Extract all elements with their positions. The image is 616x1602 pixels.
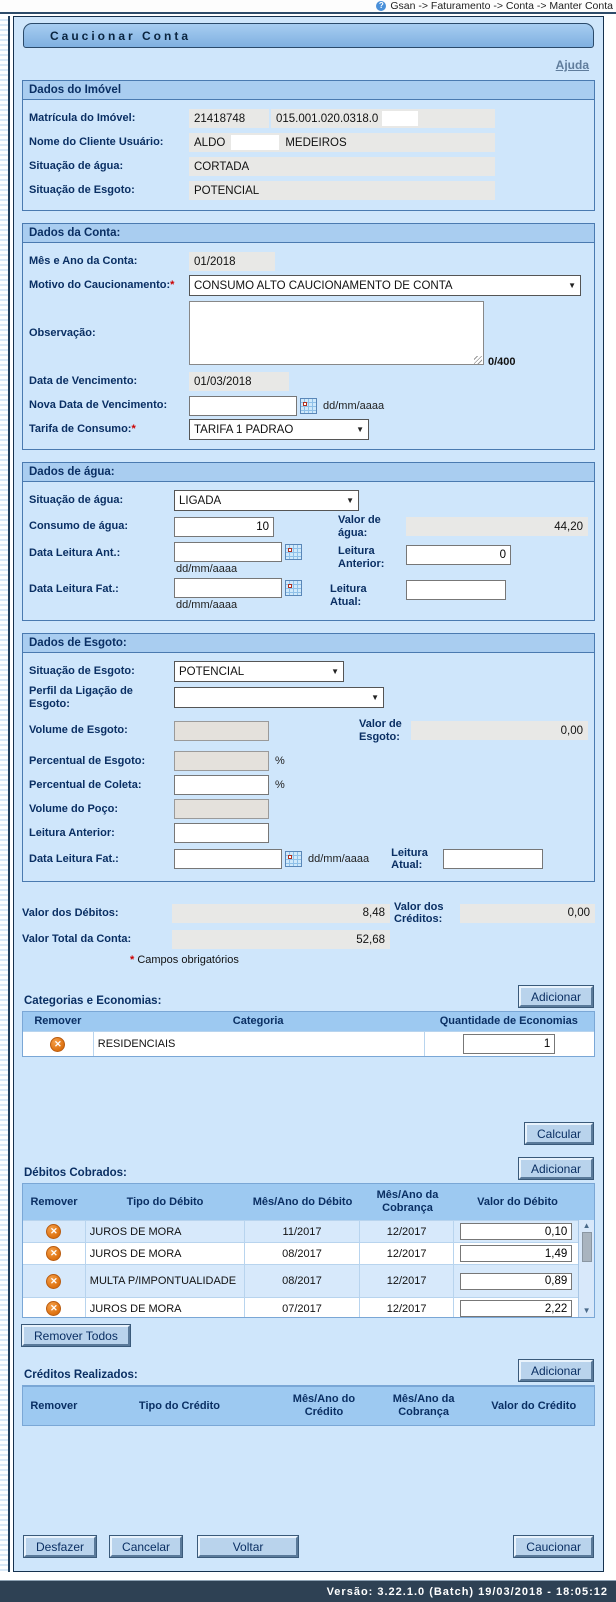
date-format-hint: dd/mm/aaaa [308, 853, 370, 866]
valor-debito-input[interactable] [460, 1300, 572, 1317]
leitura-atual-esgoto-label: Leitura Atual: [391, 846, 428, 872]
data-vencimento-label: Data de Vencimento: [29, 375, 138, 388]
remove-icon[interactable]: ✕ [46, 1301, 61, 1316]
valor-agua-value: 44,20 [406, 517, 588, 536]
nome-cliente-label: Nome do Cliente Usuário: [29, 136, 164, 149]
adicionar-credito-button[interactable]: Adicionar [519, 1360, 593, 1381]
desfazer-button[interactable]: Desfazer [24, 1536, 96, 1557]
data-leitura-fat-agua-input[interactable] [174, 578, 282, 598]
page-title: Caucionar Conta [23, 23, 594, 48]
observacao-counter: 0/400 [488, 356, 516, 368]
chevron-down-icon: ▼ [356, 425, 364, 434]
valor-agua-label: Valor de água: [338, 514, 381, 539]
adicionar-debito-button[interactable]: Adicionar [519, 1158, 593, 1179]
leitura-anterior-agua-input[interactable] [406, 545, 511, 565]
volume-esgoto-input [174, 721, 269, 741]
observacao-label: Observação: [29, 327, 96, 339]
debitos-header-tipo: Tipo do Débito [126, 1195, 204, 1208]
percentual-esgoto-input [174, 751, 269, 771]
table-row: ✕ JUROS DE MORA 08/2017 12/2017 1,49 [23, 1242, 578, 1264]
creditos-header-valor: Valor do Crédito [491, 1399, 577, 1412]
categoria-cell: RESIDENCIAIS [93, 1032, 424, 1056]
percent-suffix: % [275, 779, 285, 792]
section-title-esgoto: Dados de Esgoto: [23, 634, 594, 653]
calendar-icon[interactable] [285, 544, 302, 560]
calendar-icon[interactable] [285, 580, 302, 596]
situacao-esgoto-select-label: Situação de Esgoto: [29, 665, 135, 678]
categorias-header-remover: Remover [34, 1015, 82, 1028]
valor-debitos-value: 8,48 [172, 904, 390, 923]
valor-debito-input[interactable] [460, 1273, 572, 1290]
debitos-header-mes-cobranca: Mês/Ano da Cobrança [376, 1189, 439, 1215]
breadcrumb[interactable]: Gsan -> Faturamento -> Conta -> Manter Conta [390, 0, 613, 12]
remove-icon[interactable]: ✕ [46, 1224, 61, 1239]
voltar-button[interactable]: Voltar [198, 1536, 298, 1557]
section-title-conta: Dados da Conta: [23, 224, 594, 243]
leitura-anterior-agua-label: Leitura Anterior: [338, 545, 385, 570]
percent-suffix: % [275, 755, 285, 768]
table-row: ✕ MULTA P/IMPONTUALIDADE 08/2017 12/2017 0,89 [23, 1264, 578, 1297]
consumo-agua-label: Consumo de água: [29, 520, 129, 533]
table-row [23, 1031, 594, 1056]
breadcrumb-bar [0, 0, 616, 14]
valor-debito-input[interactable] [460, 1223, 572, 1240]
debitos-scrollbar[interactable] [578, 1220, 594, 1317]
situacao-esgoto-select[interactable]: POTENCIAL ▼ [174, 661, 344, 682]
debitos-header-mes-debito: Mês/Ano do Débito [252, 1195, 353, 1208]
data-leitura-fat-esgoto-label: Data Leitura Fat.: [29, 852, 119, 865]
redaction-box [231, 135, 279, 150]
mes-ano-conta-label: Mês e Ano da Conta: [29, 255, 138, 268]
inscricao-value: 015.001.020.0318.0 [271, 109, 495, 128]
valor-creditos-value: 0,00 [460, 904, 595, 923]
section-title-agua: Dados de água: [23, 463, 594, 482]
debitos-table [22, 1183, 595, 1318]
breadcrumb-help-icon[interactable]: ? [376, 1, 386, 11]
categorias-label: Categorias e Economias: [24, 995, 162, 1008]
table-row: ✕ JUROS DE MORA 07/2017 12/2017 2,22 [23, 1297, 578, 1317]
remove-icon[interactable]: ✕ [50, 1037, 65, 1052]
mes-ano-conta-value: 01/2018 [189, 252, 275, 271]
footer-bar [0, 1580, 616, 1602]
leitura-anterior-esgoto-input[interactable] [174, 823, 269, 843]
resize-handle-icon[interactable] [474, 356, 482, 364]
section-dados-agua [22, 462, 595, 621]
data-leitura-fat-esgoto-input[interactable] [174, 849, 282, 869]
main-form [13, 16, 604, 1572]
remove-icon[interactable]: ✕ [46, 1246, 61, 1261]
situacao-agua-select-label: Situação de água: [29, 494, 124, 507]
adicionar-categoria-button[interactable]: Adicionar [519, 986, 593, 1007]
calendar-icon[interactable] [300, 398, 317, 414]
categorias-header-quantidade: Quantidade de Economias [439, 1015, 578, 1028]
section-title-imovel: Dados do Imóvel [23, 81, 594, 100]
data-leitura-ant-label: Data Leitura Ant.: [29, 547, 121, 560]
valor-debitos-label: Valor dos Débitos: [22, 907, 119, 920]
percentual-coleta-label: Percentual de Coleta: [29, 778, 142, 791]
valor-total-value: 52,68 [172, 930, 390, 949]
categorias-header-categoria: Categoria [232, 1015, 284, 1028]
debitos-rows-scroll-area [23, 1220, 578, 1317]
date-format-hint: dd/mm/aaaa [176, 599, 238, 612]
chevron-down-icon: ▼ [346, 496, 354, 505]
matricula-value: 21418748 [189, 109, 269, 128]
percentual-coleta-input[interactable] [174, 775, 269, 795]
redaction-box [382, 111, 418, 126]
quantidade-economias-input[interactable] [463, 1034, 555, 1054]
creditos-label: Créditos Realizados: [24, 1369, 138, 1382]
valor-creditos-label: Valor dos Créditos: [394, 900, 444, 926]
creditos-header-tipo: Tipo do Crédito [138, 1399, 220, 1412]
motivo-caucionamento-select[interactable]: CONSUMO ALTO CAUCIONAMENTO DE CONTA ▼ [189, 275, 581, 296]
cancelar-button[interactable]: Cancelar [110, 1536, 182, 1557]
tarifa-consumo-select[interactable]: TARIFA 1 PADRAO ▼ [189, 419, 369, 440]
debitos-label: Débitos Cobrados: [24, 1167, 127, 1180]
section-dados-imovel [22, 80, 595, 211]
data-vencimento-value: 01/03/2018 [189, 372, 289, 391]
debitos-header-remover: Remover [30, 1195, 78, 1208]
situacao-esgoto-label: Situação de Esgoto: [29, 184, 135, 197]
leitura-atual-esgoto-input[interactable] [443, 849, 543, 869]
chevron-down-icon: ▼ [568, 281, 576, 290]
remover-todos-button[interactable]: Remover Todos [22, 1325, 130, 1346]
nome-cliente-value: ALDO MEDEIROS [189, 133, 495, 152]
perfil-ligacao-label: Perfil da Ligação de Esgoto: [29, 685, 133, 710]
section-dados-esgoto [22, 633, 595, 882]
caucionar-button[interactable]: Caucionar [514, 1536, 593, 1557]
volume-esgoto-label: Volume de Esgoto: [29, 724, 128, 737]
percentual-esgoto-label: Percentual de Esgoto: [29, 754, 146, 767]
ajuda-link[interactable]: Ajuda [555, 58, 589, 72]
categorias-table [22, 1011, 595, 1057]
section-dados-conta [22, 223, 595, 450]
perfil-ligacao-select[interactable] [174, 687, 384, 708]
nova-data-vencimento-label: Nova Data de Vencimento: [29, 399, 168, 412]
chevron-down-icon: ▼ [331, 667, 339, 677]
situacao-agua-value: CORTADA [189, 157, 495, 176]
valor-esgoto-value: 0,00 [411, 721, 588, 740]
valor-debito-input[interactable] [460, 1245, 572, 1262]
consumo-agua-input[interactable] [174, 517, 274, 537]
calendar-icon[interactable] [285, 851, 302, 867]
valor-esgoto-label: Valor de Esgoto: [359, 717, 402, 743]
scroll-up-icon[interactable]: ▲ [582, 1221, 591, 1231]
volume-poco-input [174, 799, 269, 819]
leitura-anterior-esgoto-label: Leitura Anterior: [29, 826, 115, 839]
tarifa-consumo-label: Tarifa de Consumo:* [29, 423, 136, 436]
calcular-button[interactable]: Calcular [525, 1123, 593, 1144]
date-format-hint: dd/mm/aaaa [176, 563, 238, 576]
table-row: ✕ JUROS DE MORA 11/2017 12/2017 0,10 [23, 1220, 578, 1242]
observacao-textarea[interactable] [189, 301, 484, 365]
situacao-agua-select[interactable]: LIGADA ▼ [174, 490, 359, 511]
data-leitura-fat-agua-label: Data Leitura Fat.: [29, 583, 119, 596]
debitos-header-valor: Valor do Débito [477, 1195, 558, 1208]
creditos-header-mes-credito: Mês/Ano do Crédito [292, 1393, 356, 1419]
version-text: Versão: 3.22.1.0 (Batch) 19/03/2018 - 18:05:12 [326, 1585, 608, 1598]
creditos-header-remover: Remover [30, 1399, 78, 1412]
leitura-atual-agua-label: Leitura Atual: [330, 583, 367, 608]
data-leitura-ant-input[interactable] [174, 542, 282, 562]
leitura-atual-agua-input[interactable] [406, 580, 506, 600]
motivo-caucionamento-label: Motivo do Caucionamento:* [29, 279, 175, 292]
scroll-down-icon[interactable]: ▼ [582, 1306, 591, 1316]
nova-data-vencimento-input[interactable] [189, 396, 297, 416]
scrollbar-thumb[interactable] [582, 1232, 592, 1262]
matricula-label: Matrícula do Imóvel: [29, 112, 136, 125]
situacao-esgoto-value: POTENCIAL [189, 181, 495, 200]
remove-icon[interactable]: ✕ [46, 1274, 61, 1289]
left-decorative-stripe [0, 16, 10, 1572]
volume-poco-label: Volume do Poço: [29, 802, 119, 815]
required-fields-note: * Campos obrigatórios [130, 954, 239, 967]
creditos-header-mes-cobranca: Mês/Ano da Cobrança [392, 1393, 455, 1419]
situacao-agua-label: Situação de água: [29, 160, 124, 173]
creditos-table [22, 1385, 595, 1426]
chevron-down-icon: ▼ [371, 693, 379, 703]
date-format-hint: dd/mm/aaaa [323, 399, 385, 412]
valor-total-label: Valor Total da Conta: [22, 933, 132, 946]
